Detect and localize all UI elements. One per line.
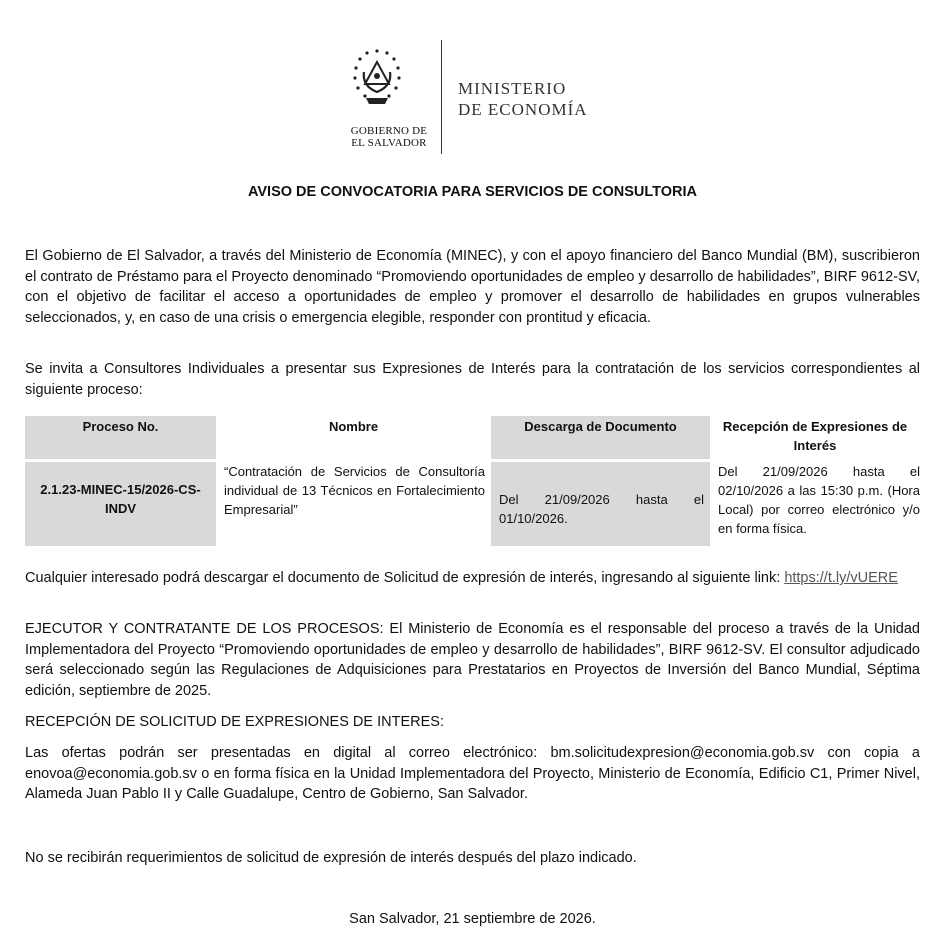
signature-place-date: San Salvador, 21 septiembre de 2026. bbox=[349, 911, 596, 927]
ministerio-line-1: MINISTERIO bbox=[458, 79, 567, 98]
intro-paragraph: El Gobierno de El Salvador, a través del Ministerio de Economía (MINEC), y con el apoyo financiero del Banco Mundial (BM), suscribieron el contrato de Préstamo para el Proyecto denominado “Promoviendo oportunidades de empleo y desarrollo de habilidades”, BIRF 9612-SV, con el objetivo de facilitar el acceso a oportunidades de empleo y promover el desarrollo de habilidades en grupos vulnerables seleccionados, y, en caso de una crisis o emergencia elegible, responder con prontitud y eficacia. bbox=[25, 248, 920, 326]
recepcion-heading: RECEPCIÓN DE SOLICITUD DE EXPRESIONES DE INTERES: bbox=[25, 714, 444, 730]
header-divider bbox=[441, 40, 442, 154]
document-title: AVISO DE CONVOCATORIA PARA SERVICIOS DE CONSULTORIA bbox=[247, 184, 697, 200]
coat-of-arms-seal bbox=[352, 48, 402, 110]
header-proceso: Proceso No. bbox=[25, 416, 216, 459]
download-text: Cualquier interesado podrá descargar el documento de Solicitud de expresión de interés, ingresando al siguiente link: bbox=[25, 570, 781, 586]
invitation-paragraph: Se invita a Consultores Individuales a presentar sus Expresiones de Interés para la contratación de los servicios correspondientes al siguiente proceso: bbox=[25, 361, 920, 398]
ejecutor-paragraph: EJECUTOR Y CONTRATANTE DE LOS PROCESOS: El Ministerio de Economía es el responsable del proceso a través de la Unidad Implementadora del Proyecto “Promoviendo oportunidades de empleo y desarrollo de habilidades”, BIRF 9612-SV. El consultor adjudicado será seleccionado según las Regulaciones de Adquisiciones para Prestatarios en Proyectos de Inversión del Banco Mundial, Séptima edición, septiembre de 2025. bbox=[25, 621, 920, 699]
download-paragraph bbox=[25, 568, 920, 589]
cell-descarga: Del 21/09/2026 hasta el 01/10/2026. bbox=[491, 462, 710, 546]
cell-nombre: “Contratación de Servicios de Consultoría individual de 13 Técnicos en Fortalecimiento Empresarial” bbox=[224, 464, 485, 517]
ministerio-economia-text bbox=[458, 78, 588, 120]
cell-recepcion: Del 21/09/2026 hasta el 02/10/2026 a las 15:30 p.m. (Hora Local) por correo electrónico y/o en forma física. bbox=[718, 464, 920, 536]
cell-proceso-no: 2.1.23-MINEC-15/2026-CS-INDV bbox=[25, 462, 216, 546]
header-descarga: Descarga de Documento bbox=[491, 416, 710, 459]
download-link[interactable]: https://t.ly/vUERE bbox=[784, 570, 898, 586]
plazo-paragraph: No se recibirán requerimientos de solicitud de expresión de interés después del plazo indicado. bbox=[25, 850, 637, 866]
header-nombre: Nombre bbox=[328, 419, 379, 434]
ofertas-paragraph: Las ofertas podrán ser presentadas en digital al correo electrónico: bm.solicitudexpresion@economia.gob.sv con copia a enovoa@economia.gob.sv o en forma física en la Unidad Implementadora del Proyecto, Ministerio de Economía, Edificio C1, Primer Nivel, Alameda Juan Pablo II y Calle Guadalupe, Centro de Gobierno, San Salvador. bbox=[25, 745, 920, 803]
gobierno-el-salvador-text bbox=[346, 125, 432, 149]
header-recepcion: Recepción de Expresiones de Interés bbox=[722, 419, 908, 453]
gobierno-line-1: GOBIERNO DE bbox=[350, 125, 428, 137]
ministerio-line-2: DE ECONOMÍA bbox=[458, 100, 588, 119]
gobierno-line-2: EL SALVADOR bbox=[351, 137, 427, 149]
